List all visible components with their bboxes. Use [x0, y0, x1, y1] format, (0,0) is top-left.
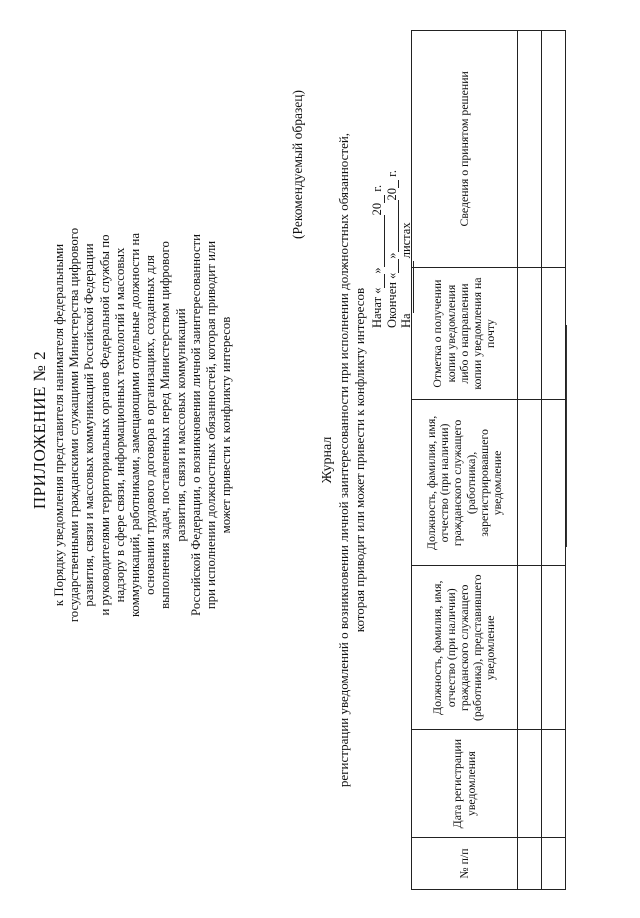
table-cell: [518, 838, 542, 890]
table-cell: [518, 267, 542, 400]
year-prefix: 20: [370, 202, 384, 216]
table-header-row: [412, 31, 518, 890]
ended-row: [385, 78, 400, 328]
journal-description: [336, 110, 367, 810]
column-header-submitted-by: Должность, фамилия, имя, отчество (при наличии) гражданского служащего (работника), представившего уведомление: [412, 566, 518, 730]
started-label: Начат «: [370, 287, 384, 328]
appendix-preamble: [52, 145, 234, 705]
table-cell: [542, 566, 566, 730]
started-row: [370, 78, 385, 328]
table-cell: [542, 267, 566, 400]
quote-close: »: [370, 267, 384, 274]
month-blank: [387, 200, 399, 252]
column-header-number: № п/п: [412, 838, 518, 890]
column-header-registered-by: Должность, фамилия, имя, отчество (при наличии) гражданского служащего (работника), зарегистрировавшего уведомление: [412, 400, 518, 566]
preamble-line: при исполнении должностных обязанностей, которая приводит или: [204, 240, 219, 610]
journal-meta: [370, 78, 414, 328]
column-header-decision: Сведения о принятом решении: [412, 31, 518, 268]
day-blank: [387, 259, 399, 273]
preamble-line: надзору в сфере связи, информационных технологий и массовых: [112, 247, 127, 603]
table-row: [542, 31, 566, 890]
year-blank: [387, 180, 399, 188]
preamble-line: выполнения задач, поставленных перед Министерством цифрового: [158, 241, 173, 609]
bottom-separator-line: [566, 325, 567, 547]
preamble-line: Российской Федерации, о возникновении личной заинтересованности: [188, 234, 203, 616]
column-header-copy-mark: Отметка о получении копии уведомления либо о направлении копии уведомления на почту: [412, 267, 518, 400]
table-cell: [518, 730, 542, 838]
table-row: [518, 31, 542, 890]
month-blank: [373, 215, 385, 267]
preamble-line: государственными гражданскими служащими Министерства цифрового: [67, 227, 82, 623]
preamble-line: и руководителями территориальных органов Федеральной службы по: [97, 234, 112, 616]
preamble-line: развития, связи и массовых коммуникаций Российской Федерации: [82, 243, 97, 607]
year-blank: [373, 195, 385, 203]
day-blank: [373, 274, 385, 288]
quote-close: »: [384, 252, 399, 259]
rotated-document-page: [18, 30, 608, 890]
preamble-line: развития, связи и массовых коммуникаций: [173, 308, 188, 542]
preamble-line: коммуникаций, работниками, замещающими отдельные должности на: [128, 232, 143, 618]
journal-table: [411, 30, 566, 890]
year-prefix: 20: [384, 187, 399, 201]
ended-label: Окончен «: [384, 272, 399, 328]
table-cell: [542, 31, 566, 268]
preamble-line: основании трудового договора в организациях, созданных для: [143, 255, 158, 595]
table-cell: [542, 400, 566, 566]
table-cell: [518, 566, 542, 730]
year-suffix: г.: [370, 184, 384, 192]
column-header-registration-date: Дата регистрации уведомления: [412, 730, 518, 838]
year-suffix: г.: [384, 169, 399, 177]
preamble-line: может привести к конфликту интересов: [219, 316, 234, 534]
table-cell: [518, 400, 542, 566]
appendix-title: ПРИЛОЖЕНИЕ № 2: [30, 350, 49, 510]
table-cell: [542, 730, 566, 838]
on-label: На: [399, 313, 413, 328]
preamble-line: к Порядку уведомления представителя нанимателя федеральными: [52, 243, 66, 607]
journal-description-line: регистрации уведомлений о возникновении личной заинтересованности при исполнении должностных обязанностей,: [336, 132, 351, 788]
table-cell: [542, 838, 566, 890]
sheets-label: листах: [399, 222, 413, 259]
table-cell: [518, 31, 542, 268]
journal-description-line: которая приводит или может привести к конфликту интересов: [351, 287, 367, 633]
sample-note: (Рекомендуемый образец): [290, 90, 305, 239]
journal-title: Журнал: [320, 436, 335, 484]
